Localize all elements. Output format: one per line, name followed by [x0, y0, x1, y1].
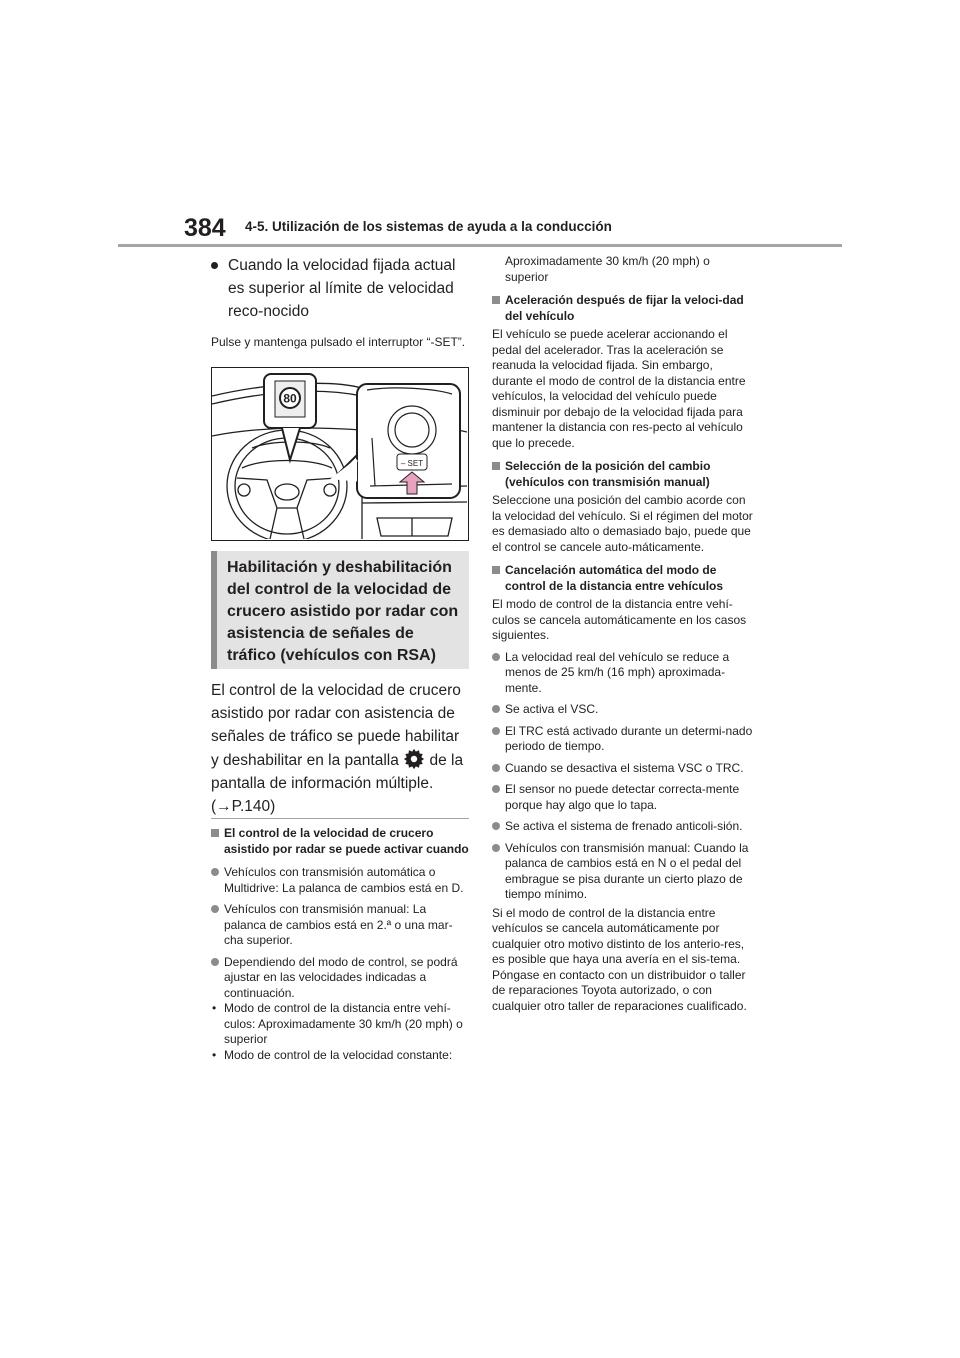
left-notes [211, 826, 469, 1063]
list-item-text: Cuando se desactiva el sistema VSC o TRC. [505, 760, 744, 775]
left-column-top [211, 254, 469, 352]
list-item [492, 724, 756, 755]
section-heading-box [211, 551, 469, 669]
sub-item [211, 1001, 469, 1048]
square-bullet-icon [492, 296, 500, 304]
bullet-heading-text: Cuando la velocidad fijada actual es superior al límite de velocidad reco-nocido [228, 257, 456, 320]
list-item-text: Se activa el VSC. [505, 702, 599, 716]
section-title-accel [492, 293, 756, 324]
enable-paragraph-text: El control de la velocidad de crucero asistido por radar con asistencia de señales de tráfico se puede habilitar y deshabilitar en la pantalla [211, 682, 461, 769]
list-item-text: El sensor no puede detectar correcta-mente porque hay algo que lo tapa. [505, 782, 740, 812]
circle-bullet-icon [492, 653, 500, 661]
section-title-gear [492, 459, 756, 490]
list-item [492, 841, 756, 903]
square-bullet-icon [492, 462, 500, 470]
section-body: El modo de control de la distancia entre vehí-culos se cancela automáticamente en los casos siguientes. [492, 597, 747, 642]
steering-wheel-figure [211, 367, 469, 541]
sub-bullet-icon: • [212, 1001, 217, 1015]
enable-paragraph-text-2: de la pantalla de información múltiple. [211, 752, 464, 792]
circle-bullet-icon [492, 705, 500, 713]
closing-paragraph: Si el modo de control de la distancia entre vehículos se cancela automáticamente por cualquier otro motivo distinto de los anterio-res, es posible que haya una avería en el sis-tema. Póngase en contacto con un distribuidor o taller de reparaciones Toyota autorizado, o con cualquier otro taller de reparaciones cualificado. [492, 905, 747, 1013]
circle-bullet-icon [211, 868, 219, 876]
list-item [492, 782, 756, 813]
list-item-text: La velocidad real del vehículo se reduce a menos de 25 km/h (16 mph) aproximada-mente. [505, 649, 730, 695]
circle-bullet-icon [492, 822, 500, 830]
right-column [492, 254, 756, 1014]
page-number: 384 [184, 214, 226, 242]
bullet-dot-icon [211, 262, 218, 269]
list-item [211, 865, 469, 896]
bullet-heading [211, 254, 469, 323]
list-item [211, 902, 469, 949]
list-item-text: Vehículos con transmisión manual: La palanca de cambios está en 2.ª o una mar-cha superior. [224, 902, 453, 947]
page-reference-link[interactable]: (→P.140) [211, 798, 276, 815]
divider [211, 818, 469, 819]
section-body: El vehículo se puede acelerar accionando el pedal del acelerador. Tras la aceleración se reanuda la velocidad fijada. Sin embargo, durante el modo de control de la distancia entre vehículos, la velocidad del vehículo puede disminuir por debajo de la velocidad fijada para mantener la distancia con res-pecto al vehículo que lo precede. [492, 327, 746, 450]
sub-bullet-icon: • [212, 1047, 217, 1062]
circle-bullet-icon [211, 958, 219, 966]
circle-bullet-icon [492, 844, 500, 852]
circle-bullet-icon [492, 764, 500, 772]
circle-bullet-icon [211, 905, 219, 913]
heading-accent-bar [211, 551, 217, 669]
section-title: 4-5. Utilización de los sistemas de ayuda a la conducción [245, 219, 612, 234]
list-item-text: Se activa el sistema de frenado anticoli-sión. [505, 819, 743, 833]
list-item [492, 819, 756, 835]
note-title [211, 826, 469, 857]
sub-item-text: Modo de control de la velocidad constante: [224, 1047, 453, 1062]
gear-icon [403, 748, 425, 770]
square-bullet-icon [211, 829, 219, 837]
list-item-text: El TRC está activado durante un determi-nado periodo de tiempo. [505, 723, 753, 753]
square-bullet-icon [492, 566, 500, 574]
list-item [492, 650, 756, 697]
section-title-text: Selección de la posición del cambio (vehículos con transmisión manual) [505, 459, 711, 489]
steering-wheel-illustration [212, 368, 467, 539]
circle-bullet-icon [492, 727, 500, 735]
list-item [211, 955, 469, 1002]
list-item-text: Vehículos con transmisión manual: Cuando la palanca de cambios está en N o el pedal del embrague se pisa durante un cierto plazo de tiempo mínimo. [505, 840, 749, 901]
header-rule [118, 244, 842, 247]
section-heading: Habilitación y deshabilitación del control de la velocidad de crucero asistido por radar con asistencia de señales de tráfico (vehículos con RSA) [227, 559, 459, 664]
section-title-text: Cancelación automática del modo de control de la distancia entre vehículos [505, 563, 724, 593]
section-title-text: Aceleración después de fijar la veloci-dad del vehículo [505, 293, 744, 323]
list-item [492, 761, 756, 777]
set-switch-label: – SET [400, 459, 424, 468]
enable-paragraph [211, 679, 469, 818]
list-item-text: Dependiendo del modo de control, se podrá ajustar en las velocidades indicadas a continuación. [224, 954, 458, 1000]
continuation-text: Aproximadamente 30 km/h (20 mph) o superior [505, 254, 710, 284]
list-item [492, 702, 756, 718]
list-item-text: Vehículos con transmisión automática o Multidrive: La palanca de cambios está en D. [224, 865, 464, 895]
sub-item-text: Modo de control de la distancia entre vehí-culos: Aproximadamente 30 km/h (20 mph) o superior [224, 1001, 463, 1046]
instruction-text: Pulse y mantenga pulsado el interruptor “-SET”. [211, 335, 466, 349]
circle-bullet-icon [492, 785, 500, 793]
left-paragraph [211, 679, 469, 818]
section-title-cancel [492, 563, 756, 594]
note-title-text: El control de la velocidad de crucero asistido por radar se puede activar cuando [224, 826, 469, 856]
section-body: Seleccione una posición del cambio acorde con la velocidad del vehículo. Si el régimen del motor es demasiado alto o demasiado bajo, puede que el control se cancele auto-máticamente. [492, 493, 753, 554]
speed-sign-value: 80 [283, 391, 297, 406]
sub-item [211, 1048, 469, 1064]
